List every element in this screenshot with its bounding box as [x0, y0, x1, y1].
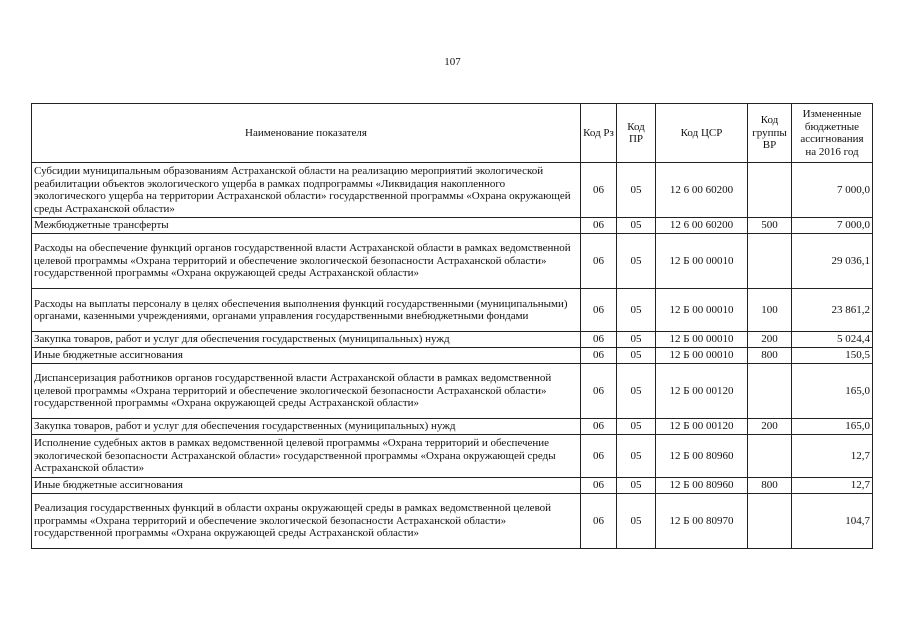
row-csr: 12 Б 00 00010: [656, 234, 748, 289]
header-rz: Код Рз: [581, 104, 617, 163]
row-pr: 05: [617, 348, 656, 364]
table-row: [32, 163, 873, 218]
row-pr: 05: [617, 364, 656, 419]
row-csr: 12 Б 00 80960: [656, 435, 748, 478]
row-rz: 06: [581, 332, 617, 348]
row-amount: 165,0: [792, 419, 873, 435]
row-rz: 06: [581, 163, 617, 218]
row-name: Реализация государственных функций в области охраны окружающей среды в рамках ведомственной целевой программы «Охрана территорий и обеспечение экологической безопасности Астраханской области» государственной программы «Охрана окружающей среды Астраханской области»: [32, 494, 581, 549]
header-amount: Измененные бюджетные ассигнования на 2016 год: [792, 104, 873, 163]
row-rz: 06: [581, 419, 617, 435]
row-csr: 12 6 00 60200: [656, 163, 748, 218]
row-vr: 800: [748, 478, 792, 494]
table-row: [32, 332, 873, 348]
row-name: Исполнение судебных актов в рамках ведомственной целевой программы «Охрана территорий и обеспечение экологической безопасности Астраханской области» государственной программы «Охрана окружающей среды Астраханской области»: [32, 435, 581, 478]
row-pr: 05: [617, 289, 656, 332]
row-amount: 7 000,0: [792, 163, 873, 218]
budget-table: [31, 103, 873, 549]
row-pr: 05: [617, 218, 656, 234]
row-amount: 150,5: [792, 348, 873, 364]
row-rz: 06: [581, 218, 617, 234]
row-csr: 12 Б 00 00010: [656, 289, 748, 332]
row-name: Межбюджетные трансферты: [32, 218, 581, 234]
header-name: Наименование показателя: [32, 104, 581, 163]
row-pr: 05: [617, 435, 656, 478]
row-rz: 06: [581, 364, 617, 419]
row-rz: 06: [581, 478, 617, 494]
row-csr: 12 Б 00 00120: [656, 364, 748, 419]
row-vr: 100: [748, 289, 792, 332]
header-pr: Код ПР: [617, 104, 656, 163]
row-pr: 05: [617, 163, 656, 218]
row-vr: [748, 163, 792, 218]
table-row: [32, 419, 873, 435]
row-vr: [748, 494, 792, 549]
table-row: [32, 494, 873, 549]
row-vr: 200: [748, 419, 792, 435]
row-amount: 29 036,1: [792, 234, 873, 289]
row-amount: 7 000,0: [792, 218, 873, 234]
row-name: Закупка товаров, работ и услуг для обеспечения государственных (муниципальных) нужд: [32, 419, 581, 435]
row-amount: 165,0: [792, 364, 873, 419]
row-vr: [748, 234, 792, 289]
table-row: [32, 348, 873, 364]
page-number: 107: [444, 56, 461, 68]
header-vr: Код группы ВР: [748, 104, 792, 163]
row-rz: 06: [581, 289, 617, 332]
row-rz: 06: [581, 348, 617, 364]
row-vr: 500: [748, 218, 792, 234]
row-name: Иные бюджетные ассигнования: [32, 348, 581, 364]
row-csr: 12 Б 00 80960: [656, 478, 748, 494]
table-row: [32, 289, 873, 332]
row-name: Диспансеризация работников органов государственной власти Астраханской области в рамках ведомственной целевой программы «Охрана территорий и обеспечение экологической безопасности Астраханской области» государственной программы «Охрана окружающей среды Астраханской области»: [32, 364, 581, 419]
row-vr: [748, 364, 792, 419]
table-row: [32, 478, 873, 494]
row-pr: 05: [617, 478, 656, 494]
row-amount: 104,7: [792, 494, 873, 549]
row-amount: 12,7: [792, 435, 873, 478]
row-rz: 06: [581, 435, 617, 478]
row-vr: [748, 435, 792, 478]
row-vr: 800: [748, 348, 792, 364]
row-csr: 12 Б 00 00010: [656, 348, 748, 364]
row-name: Иные бюджетные ассигнования: [32, 478, 581, 494]
row-rz: 06: [581, 234, 617, 289]
row-amount: 23 861,2: [792, 289, 873, 332]
row-name: Закупка товаров, работ и услуг для обеспечения государственых (муниципальных) нужд: [32, 332, 581, 348]
row-name: Расходы на выплаты персоналу в целях обеспечения выполнения функций государственными (муниципальными) органами, казенными учреждениями, органами управления государственными внебюджетными фондами: [32, 289, 581, 332]
table-row: [32, 435, 873, 478]
table-header-row: [32, 104, 873, 163]
table-row: [32, 234, 873, 289]
row-rz: 06: [581, 494, 617, 549]
table-row: [32, 218, 873, 234]
row-csr: 12 Б 00 80970: [656, 494, 748, 549]
row-pr: 05: [617, 332, 656, 348]
row-pr: 05: [617, 234, 656, 289]
row-pr: 05: [617, 419, 656, 435]
row-name: Расходы на обеспечение функций органов государственной власти Астраханской области в рамках ведомственной целевой программы «Охрана территорий и обеспечение экологической безопасности Астраханской области» государственной программы «Охрана окружающей среды Астраханской области»: [32, 234, 581, 289]
row-vr: 200: [748, 332, 792, 348]
row-csr: 12 Б 00 00120: [656, 419, 748, 435]
header-csr: Код ЦСР: [656, 104, 748, 163]
row-pr: 05: [617, 494, 656, 549]
row-csr: 12 6 00 60200: [656, 218, 748, 234]
row-name: Субсидии муниципальным образованиям Астраханской области на реализацию мероприятий экологической реабилитации объектов экологического ущерба в рамках подпрограммы «Ликвидация накопленного экологического ущерба на территории Астраханской области» государственной программы «Охрана окружающей среды Астраханской области»: [32, 163, 581, 218]
table-row: [32, 364, 873, 419]
row-csr: 12 Б 00 00010: [656, 332, 748, 348]
row-amount: 12,7: [792, 478, 873, 494]
row-amount: 5 024,4: [792, 332, 873, 348]
